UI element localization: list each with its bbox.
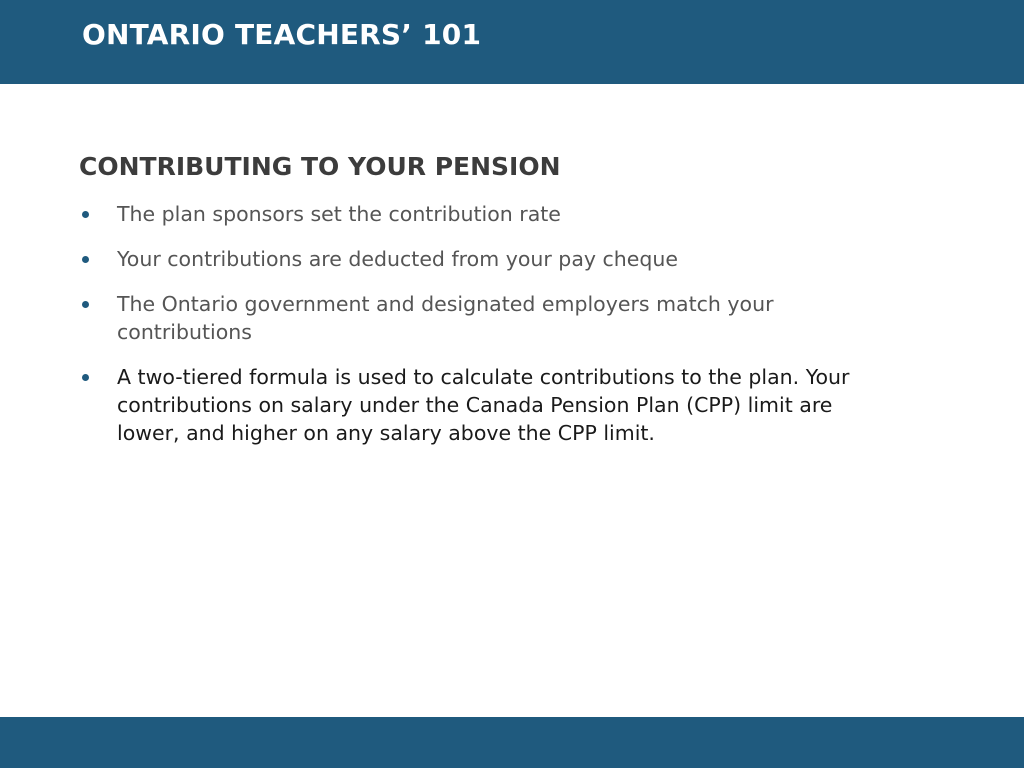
bullet-list xyxy=(79,200,859,464)
list-item xyxy=(79,245,859,273)
bullet-text: Your contributions are deducted from your pay cheque xyxy=(117,247,679,271)
bullet-icon xyxy=(82,211,89,218)
bullet-text: The plan sponsors set the contribution rate xyxy=(117,202,561,226)
header-title: ONTARIO TEACHERS’ 101 xyxy=(82,18,482,51)
bullet-icon xyxy=(82,256,89,263)
footer-bar xyxy=(0,717,1024,768)
header-bar xyxy=(0,0,1024,84)
bullet-text: A two-tiered formula is used to calculate contributions to the plan. Your contributions on salary under the Canada Pension Plan (CPP) limit are lower, and higher on any salary above the CPP limit. xyxy=(117,365,850,445)
bullet-icon xyxy=(82,374,89,381)
bullet-text: The Ontario government and designated employers match your contributions xyxy=(117,292,774,344)
list-item xyxy=(79,363,859,447)
section-title: CONTRIBUTING TO YOUR PENSION xyxy=(79,152,561,181)
list-item xyxy=(79,290,859,346)
bullet-icon xyxy=(82,301,89,308)
list-item xyxy=(79,200,859,228)
